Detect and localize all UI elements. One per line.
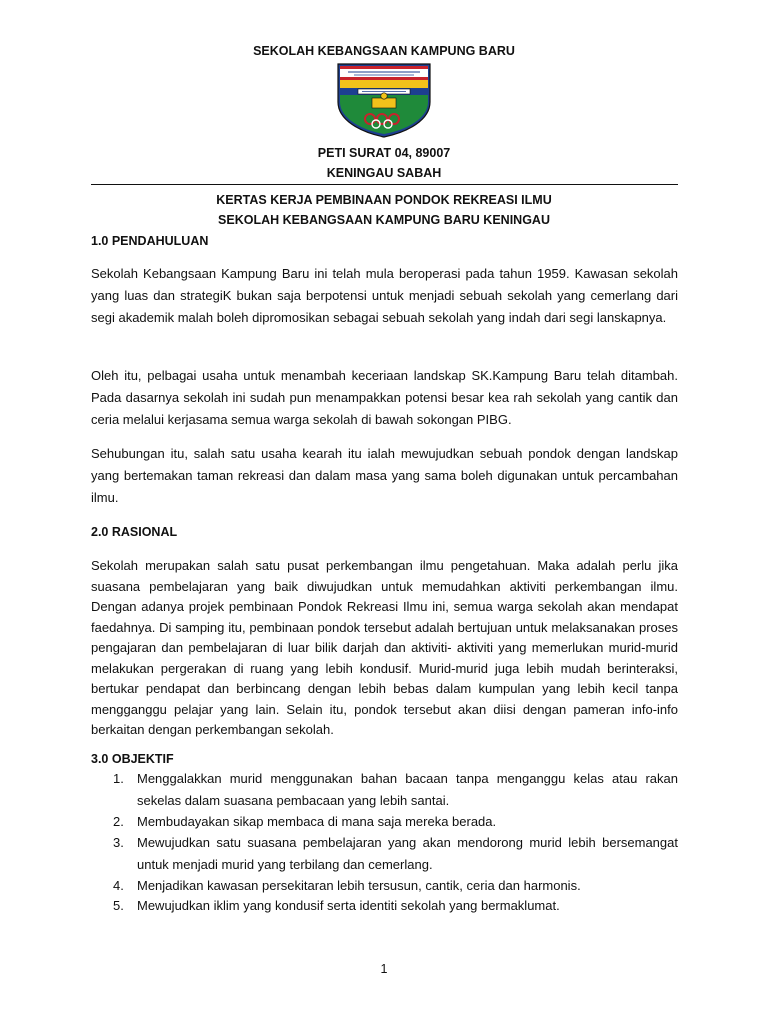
list-item-text: Mewujudkan iklim yang kondusif serta identiti sekolah yang bermaklumat. xyxy=(137,898,560,913)
section-2-paragraph: Sekolah merupakan salah satu pusat perkembangan ilmu pengetahuan. Maka adalah perlu jika suasana pembelajaran yang baik diwujudkan untuk memudahkan aktiviti perkembangan ilmu. Dengan adanya projek pembinaan Pondok Rekreasi Ilmu ini, semua warga sekolah akan mendapat faedahnya. Di samping itu, pembinaan pondok tersebut adalah bertujuan untuk melaksanakan proses pengajaran dan pembelajaran di luar bilik darjah dan aktiviti- aktiviti yang memerlukan murid-murid melakukan pergerakan di ruang yang lebih kondusif. Murid-murid juga lebih mudah berinteraksi, bertukar pendapat dan berbincang dengan lebih bebas dalam kumpulan yang lebih kecil tanpa mengganggu pelajar yang lain. Selain itu, pondok tersebut akan diisi dengan pameran info-info berkaitan dengan perkembangan sekolah. xyxy=(91,558,678,737)
document-title-line-1: KERTAS KERJA PEMBINAAN PONDOK REKREASI ILMU xyxy=(216,193,552,207)
school-name: SEKOLAH KEBANGSAAN KAMPUNG BARU xyxy=(253,44,515,58)
list-item-number: 4. xyxy=(113,878,124,893)
section-2-heading: 2.0 RASIONAL xyxy=(91,525,178,539)
list-item-text: Mewujudkan satu suasana pembelajaran yang akan mendorong murid lebih bersemangat untuk menjadi murid yang terbilang dan cemerlang. xyxy=(137,835,678,872)
section-1-paragraph-1: Sekolah Kebangsaan Kampung Baru ini telah mula beroperasi pada tahun 1959. Kawasan sekolah yang luas dan strategiK bukan saja berpotensi untuk menjadi sebuah sekolah yang cemerlang dari segi akademik malah boleh dipromosikan sebagai sebuah sekolah yang indah dari segi lanskapnya. xyxy=(91,266,678,325)
school-crest-icon xyxy=(334,62,434,138)
section-1-heading: 1.0 PENDAHULUAN xyxy=(91,234,209,248)
address-line-2: KENINGAU SABAH xyxy=(326,166,442,180)
section-1-paragraph-2: Oleh itu, pelbagai usaha untuk menambah keceriaan landskap SK.Kampung Baru telah ditambah. Pada dasarnya sekolah ini sudah pun menampakkan potensi besar kea rah sekolah yang cantik dan ceria melalui kerjasama semua warga sekolah di bawah sokongan PIBG. xyxy=(91,368,678,427)
list-item-number: 2. xyxy=(113,814,124,829)
list-item xyxy=(91,768,678,812)
list-item xyxy=(91,896,678,916)
document-title-line-2: SEKOLAH KEBANGSAAN KAMPUNG BARU KENINGAU xyxy=(218,213,550,227)
list-item xyxy=(91,876,678,896)
list-item-text: Menjadikan kawasan persekitaran lebih tersusun, cantik, ceria dan harmonis. xyxy=(137,878,581,893)
list-item-text: Menggalakkan murid menggunakan bahan bacaan tanpa menganggu kelas atau rakan sekelas dalam suasana pembacaan yang lebih santai. xyxy=(137,771,678,808)
list-item-number: 3. xyxy=(113,835,124,850)
section-1-paragraph-3: Sehubungan itu, salah satu usaha kearah itu ialah mewujudkan sebuah pondok dengan landskap yang bertemakan taman rekreasi dan dalam masa yang sama boleh digunakan untuk percambahan ilmu. xyxy=(91,446,678,505)
header-divider xyxy=(91,184,678,185)
objective-list xyxy=(91,768,678,916)
list-item xyxy=(91,832,678,876)
address-line-1: PETI SURAT 04, 89007 xyxy=(317,146,451,160)
list-item-number: 5. xyxy=(113,898,124,913)
list-item xyxy=(91,812,678,832)
list-item-text: Membudayakan sikap membaca di mana saja mereka berada. xyxy=(137,814,497,829)
section-3-heading: 3.0 OBJEKTIF xyxy=(91,752,174,766)
list-item-number: 1. xyxy=(113,771,124,786)
page-number: 1 xyxy=(380,962,388,976)
